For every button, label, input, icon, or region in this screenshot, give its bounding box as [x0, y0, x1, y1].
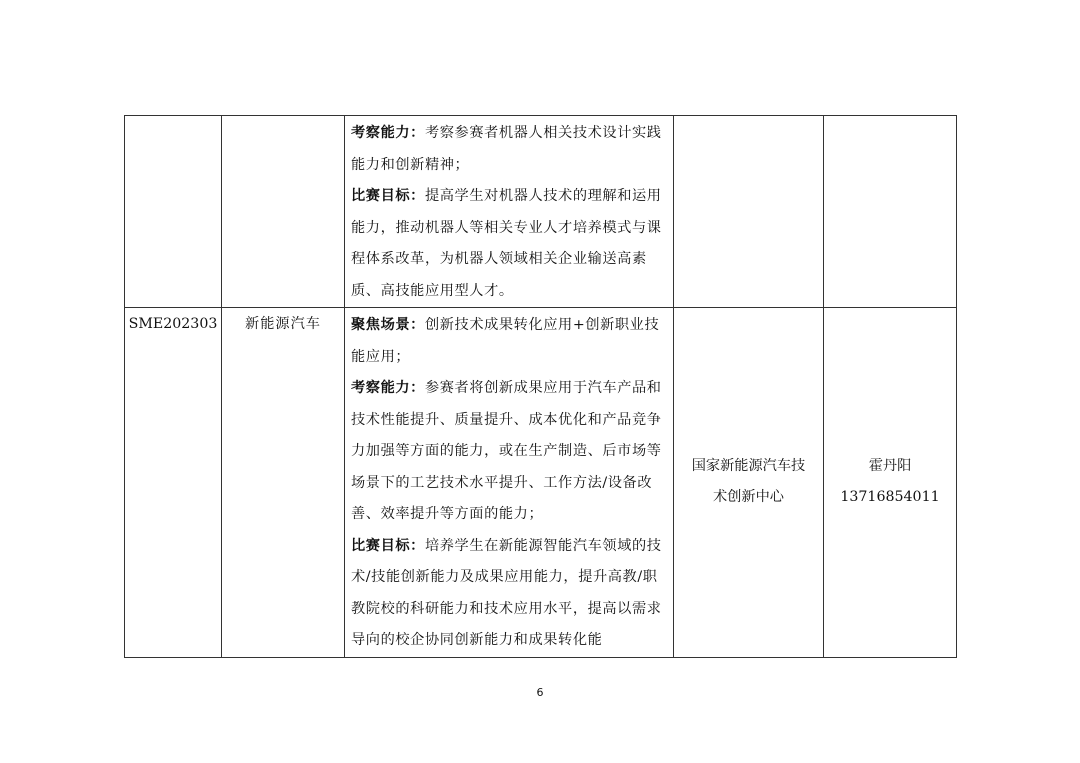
organizer-cell: [674, 116, 824, 308]
description-cell: [345, 116, 674, 308]
description-label: 比赛目标：: [351, 188, 425, 204]
description-text: 考察参赛者机器人相关技术设计实践能力和创新精神；: [351, 125, 662, 173]
description-paragraph: [351, 373, 667, 531]
category-cell: 新能源汽车: [222, 308, 345, 658]
code-cell: [125, 116, 222, 308]
description-label: 比赛目标：: [351, 537, 425, 554]
contact-name: 霍丹阳: [868, 458, 912, 475]
description-label: 考察能力：: [351, 380, 425, 396]
description-paragraph: [351, 531, 667, 657]
code-cell: SME202303: [125, 308, 222, 658]
description-paragraph: [351, 118, 667, 181]
description-text: 提高学生对机器人技术的理解和运用能力，推动机器人等相关专业人才培养模式与课程体系改革，为机器人领域相关企业输送高素质、高技能应用型人才。: [351, 188, 662, 299]
organizer-cell: [674, 308, 824, 658]
contact-cell: [824, 308, 957, 658]
description-label: 考察能力：: [351, 125, 425, 141]
contact-cell: [824, 116, 957, 308]
competition-table: [124, 115, 957, 658]
description-text: 培养学生在新能源智能汽车领域的技术/技能创新能力及成果应用能力，提升高教/职教院校的科研能力和技术应用水平，提高以需求导向的校企协同创新能力和成果转化能: [351, 537, 662, 648]
description-label: 聚焦场景：: [351, 317, 425, 333]
contact-phone: 13716854011: [840, 489, 940, 506]
organizer-line: 国家新能源汽车技: [691, 458, 806, 475]
table-row: [125, 116, 957, 308]
description-text: 参赛者将创新成果应用于汽车产品和技术性能提升、质量提升、成本优化和产品竞争力加强等方面的能力，或在生产制造、后市场等场景下的工艺技术水平提升、工作方法/设备改善、效率提升等方面的能力；: [351, 380, 662, 522]
organizer-name: [692, 451, 806, 513]
category-cell: [222, 116, 345, 308]
organizer-line: 术创新中心: [713, 489, 784, 506]
page-number: 6: [536, 686, 544, 699]
description-paragraph: [351, 181, 667, 307]
description-paragraph: [351, 310, 667, 373]
contact-info: [840, 451, 939, 513]
description-cell: [345, 308, 674, 658]
table-row: [125, 308, 957, 658]
description-text: 创新技术成果转化应用+创新职业技能应用；: [351, 317, 660, 365]
